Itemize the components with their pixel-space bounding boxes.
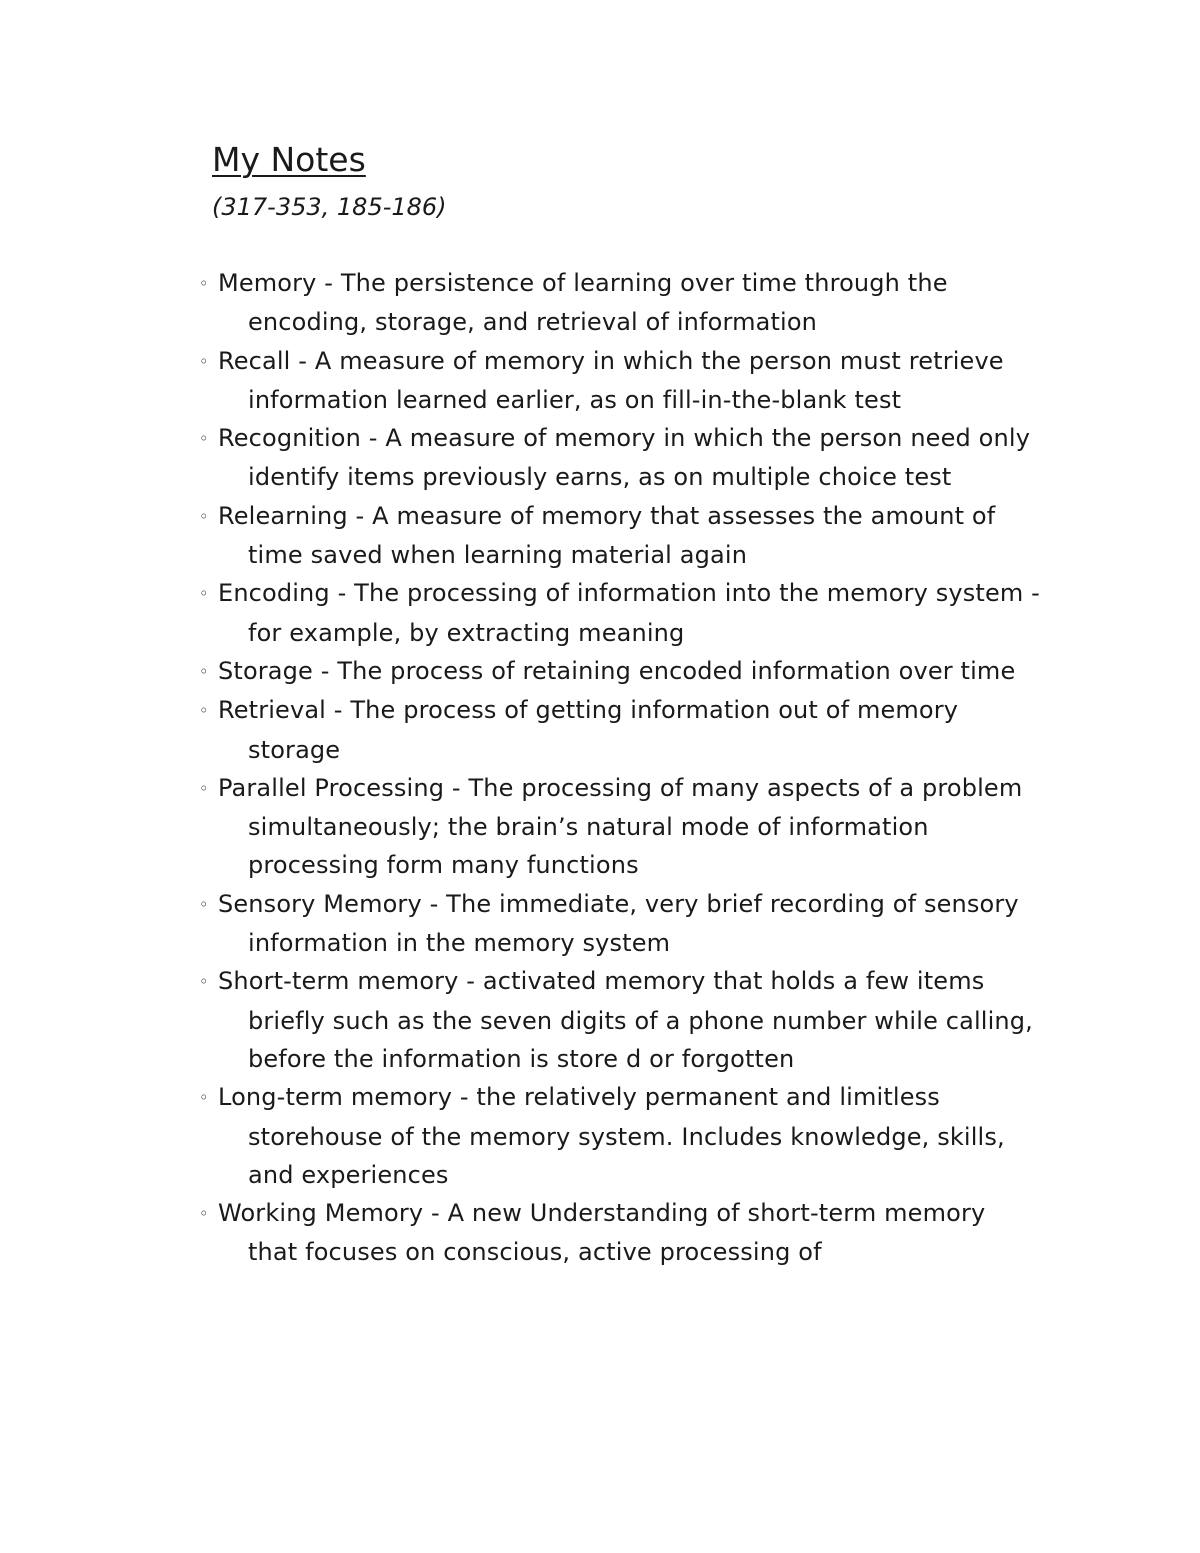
list-item <box>180 769 1040 885</box>
bullet-icon: ◦ <box>199 429 209 449</box>
note-text: Parallel Processing - The processing of many aspects of a problem simultaneously; the brain’s natural mode of information processing form many functions <box>218 773 1023 880</box>
bullet-icon: ◦ <box>199 274 209 293</box>
note-text: Storage - The process of retaining encoded information over time <box>218 656 1016 685</box>
bullet-icon: ◦ <box>199 1204 209 1224</box>
list-item <box>180 1078 1040 1194</box>
list-item <box>180 497 1040 575</box>
note-text: Long-term memory - the relatively permanent and limitless storehouse of the memory system. Includes knowledge, skills, and experiences <box>218 1083 1005 1189</box>
list-item <box>180 1194 1040 1272</box>
bullet-icon: ◦ <box>199 351 209 371</box>
page-range-subtitle: (317-353, 185-186) <box>212 193 447 221</box>
bullet-icon: ◦ <box>199 661 209 681</box>
note-text: Relearning - A measure of memory that assesses the amount of time saved when learning material again <box>218 501 996 570</box>
list-item <box>180 419 1040 497</box>
list-item <box>180 691 1040 769</box>
note-text: Memory - The persistence of learning over time through the encoding, storage, and retrieval of information <box>218 269 948 337</box>
note-text: Sensory Memory - The immediate, very brief recording of sensory information in the memory system <box>218 889 1019 958</box>
bullet-icon: ◦ <box>199 1088 209 1108</box>
list-item <box>180 574 1040 652</box>
bullet-icon: ◦ <box>199 506 209 526</box>
list-item <box>180 652 1040 691</box>
page-title: My Notes <box>212 140 366 179</box>
bullet-icon: ◦ <box>199 894 209 914</box>
note-text: Recall - A measure of memory in which the person must retrieve information learned earlier, as on fill-in-the-blank test <box>218 346 1004 414</box>
bullet-icon: ◦ <box>199 584 209 604</box>
bullet-icon: ◦ <box>199 778 209 798</box>
list-item <box>180 885 1040 963</box>
note-text: Recognition - A measure of memory in which the person need only identify items previously earns, as on multiple choice test <box>218 424 1031 492</box>
note-text: Retrieval - The process of getting information out of memory storage <box>218 696 959 764</box>
bullet-icon: ◦ <box>199 972 209 992</box>
notes-list <box>180 264 1040 1272</box>
list-item <box>180 264 1040 342</box>
bullet-icon: ◦ <box>199 701 209 721</box>
note-text: Short-term memory - activated memory that holds a few items briefly such as the seven digits of a phone number while calling, before the information is store d or forgotten <box>218 967 1033 1073</box>
list-item <box>180 962 1040 1078</box>
note-text: Encoding - The processing of information into the memory system - for example, by extracting meaning <box>218 579 1040 647</box>
note-text: Working Memory - A new Understanding of short-term memory that focuses on conscious, active processing of <box>218 1199 986 1267</box>
list-item <box>180 342 1040 420</box>
